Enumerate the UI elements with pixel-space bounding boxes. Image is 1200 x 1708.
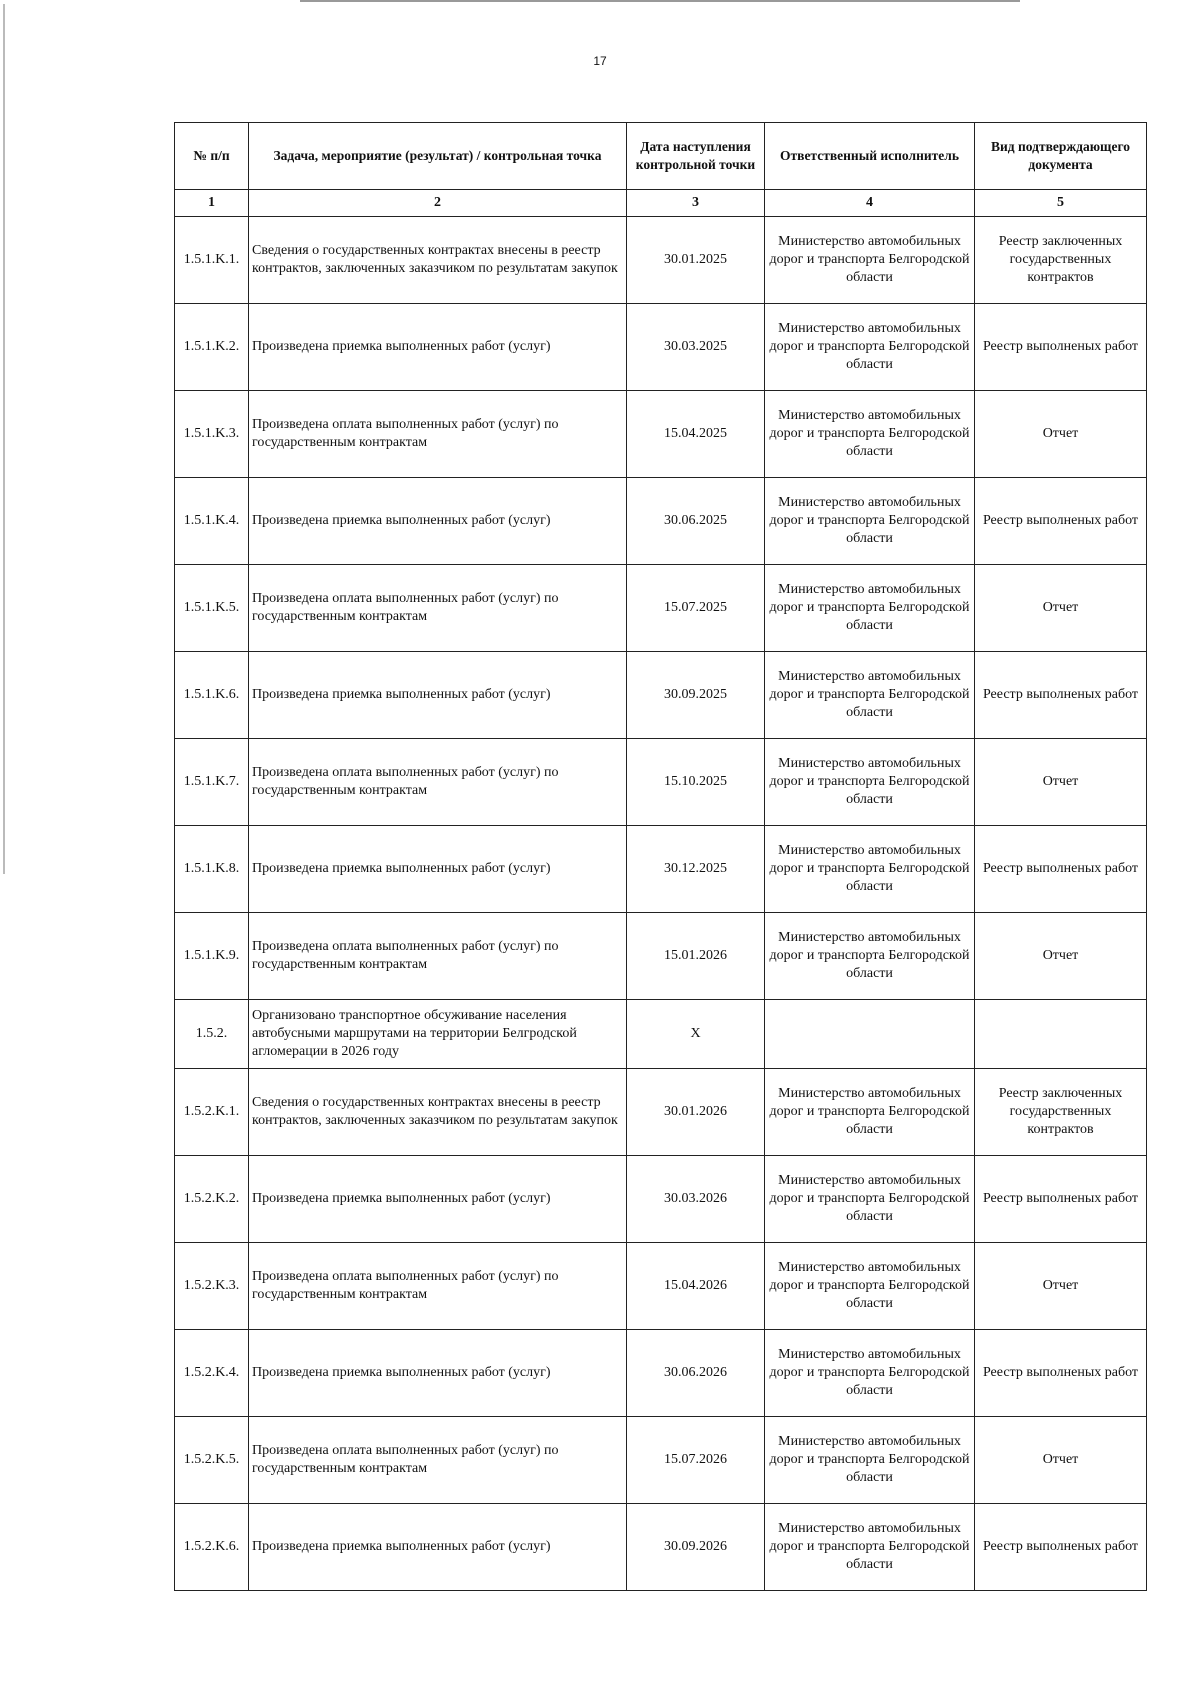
row-id: 1.5.1.K.3.	[175, 391, 249, 478]
row-executor: Министерство автомобильных дорог и транспорта Белгородской области	[765, 739, 975, 826]
header-date: Дата наступления контрольной точки	[627, 123, 765, 190]
row-document: Реестр выполненых работ	[975, 478, 1147, 565]
table-row	[175, 826, 1147, 913]
scan-left-edge	[3, 4, 5, 874]
table-row	[175, 739, 1147, 826]
column-number: 3	[627, 190, 765, 217]
row-executor: Министерство автомобильных дорог и транспорта Белгородской области	[765, 1156, 975, 1243]
row-date: 30.09.2025	[627, 652, 765, 739]
row-id: 1.5.2.K.4.	[175, 1330, 249, 1417]
row-id: 1.5.1.K.5.	[175, 565, 249, 652]
scan-top-line	[300, 0, 1020, 2]
row-task: Произведена оплата выполненных работ (услуг) по государственным контрактам	[249, 913, 627, 1000]
table-row	[175, 913, 1147, 1000]
table-body	[175, 217, 1147, 1591]
row-task: Произведена приемка выполненных работ (услуг)	[249, 1330, 627, 1417]
row-document: Отчет	[975, 739, 1147, 826]
row-task: Произведена приемка выполненных работ (услуг)	[249, 1504, 627, 1591]
column-number: 1	[175, 190, 249, 217]
row-date: 15.07.2025	[627, 565, 765, 652]
row-document: Реестр заключенных государственных контрактов	[975, 217, 1147, 304]
row-executor: Министерство автомобильных дорог и транспорта Белгородской области	[765, 1504, 975, 1591]
row-date: 30.01.2026	[627, 1069, 765, 1156]
row-task: Произведена оплата выполненных работ (услуг) по государственным контрактам	[249, 565, 627, 652]
row-task: Произведена приемка выполненных работ (услуг)	[249, 478, 627, 565]
header-row	[175, 123, 1147, 190]
row-date: 30.06.2026	[627, 1330, 765, 1417]
row-executor: Министерство автомобильных дорог и транспорта Белгородской области	[765, 217, 975, 304]
row-document: Реестр выполненых работ	[975, 652, 1147, 739]
row-document: Реестр выполненых работ	[975, 1504, 1147, 1591]
column-number-row	[175, 190, 1147, 217]
row-id: 1.5.1.K.4.	[175, 478, 249, 565]
row-executor: Министерство автомобильных дорог и транспорта Белгородской области	[765, 565, 975, 652]
control-points-table	[174, 122, 1147, 1591]
row-id: 1.5.1.K.6.	[175, 652, 249, 739]
row-date: 15.04.2025	[627, 391, 765, 478]
table-row	[175, 565, 1147, 652]
row-task: Произведена оплата выполненных работ (услуг) по государственным контрактам	[249, 391, 627, 478]
row-document: Реестр заключенных государственных контрактов	[975, 1069, 1147, 1156]
header-task: Задача, мероприятие (результат) / контрольная точка	[249, 123, 627, 190]
row-document: Отчет	[975, 1417, 1147, 1504]
row-id: 1.5.2.K.6.	[175, 1504, 249, 1591]
column-number: 5	[975, 190, 1147, 217]
header-document: Вид подтверждающего документа	[975, 123, 1147, 190]
row-document	[975, 1000, 1147, 1069]
table-row	[175, 1417, 1147, 1504]
row-executor: Министерство автомобильных дорог и транспорта Белгородской области	[765, 1417, 975, 1504]
row-date: 15.07.2026	[627, 1417, 765, 1504]
row-document: Реестр выполненых работ	[975, 1156, 1147, 1243]
row-document: Отчет	[975, 913, 1147, 1000]
row-date: 30.03.2026	[627, 1156, 765, 1243]
row-id: 1.5.1.K.1.	[175, 217, 249, 304]
row-id: 1.5.2.K.5.	[175, 1417, 249, 1504]
row-task: Сведения о государственных контрактах внесены в реестр контрактов, заключенных заказчиком по результатам закупок	[249, 217, 627, 304]
row-task: Произведена приемка выполненных работ (услуг)	[249, 304, 627, 391]
table-row	[175, 1069, 1147, 1156]
row-executor: Министерство автомобильных дорог и транспорта Белгородской области	[765, 913, 975, 1000]
row-date: 15.01.2026	[627, 913, 765, 1000]
table-row	[175, 217, 1147, 304]
table-row	[175, 1330, 1147, 1417]
row-date: 15.10.2025	[627, 739, 765, 826]
header-number: № п/п	[175, 123, 249, 190]
header-executor: Ответственный исполнитель	[765, 123, 975, 190]
row-document: Отчет	[975, 565, 1147, 652]
row-date: 30.01.2025	[627, 217, 765, 304]
table-row	[175, 478, 1147, 565]
table-row	[175, 1504, 1147, 1591]
row-date: 30.03.2025	[627, 304, 765, 391]
row-task: Организовано транспортное обсуживание населения автобусными маршрутами на территории Белгродской агломерации в 2026 году	[249, 1000, 627, 1069]
row-id: 1.5.2.	[175, 1000, 249, 1069]
row-executor: Министерство автомобильных дорог и транспорта Белгородской области	[765, 304, 975, 391]
table-row	[175, 1000, 1147, 1069]
row-date: 30.06.2025	[627, 478, 765, 565]
table-row	[175, 1243, 1147, 1330]
row-task: Произведена приемка выполненных работ (услуг)	[249, 1156, 627, 1243]
row-document: Реестр выполненых работ	[975, 304, 1147, 391]
row-task: Произведена приемка выполненных работ (услуг)	[249, 826, 627, 913]
row-document: Отчет	[975, 1243, 1147, 1330]
row-task: Произведена приемка выполненных работ (услуг)	[249, 652, 627, 739]
row-date: 30.12.2025	[627, 826, 765, 913]
row-executor: Министерство автомобильных дорог и транспорта Белгородской области	[765, 1069, 975, 1156]
row-date: 15.04.2026	[627, 1243, 765, 1330]
row-date: 30.09.2026	[627, 1504, 765, 1591]
row-id: 1.5.2.K.1.	[175, 1069, 249, 1156]
row-executor: Министерство автомобильных дорог и транспорта Белгородской области	[765, 1330, 975, 1417]
column-number: 2	[249, 190, 627, 217]
row-id: 1.5.2.K.2.	[175, 1156, 249, 1243]
row-task: Сведения о государственных контрактах внесены в реестр контрактов, заключенных заказчиком по результатам закупок	[249, 1069, 627, 1156]
row-id: 1.5.1.K.2.	[175, 304, 249, 391]
row-executor: Министерство автомобильных дорог и транспорта Белгородской области	[765, 652, 975, 739]
row-id: 1.5.1.K.9.	[175, 913, 249, 1000]
row-task: Произведена оплата выполненных работ (услуг) по государственным контрактам	[249, 1417, 627, 1504]
row-id: 1.5.1.K.7.	[175, 739, 249, 826]
column-number: 4	[765, 190, 975, 217]
row-task: Произведена оплата выполненных работ (услуг) по государственным контрактам	[249, 739, 627, 826]
row-date: X	[627, 1000, 765, 1069]
table-row	[175, 391, 1147, 478]
row-id: 1.5.1.K.8.	[175, 826, 249, 913]
row-executor: Министерство автомобильных дорог и транспорта Белгородской области	[765, 478, 975, 565]
row-document: Реестр выполненых работ	[975, 1330, 1147, 1417]
table-row	[175, 652, 1147, 739]
row-task: Произведена оплата выполненных работ (услуг) по государственным контрактам	[249, 1243, 627, 1330]
page-number: 17	[593, 54, 607, 68]
row-executor: Министерство автомобильных дорог и транспорта Белгородской области	[765, 826, 975, 913]
table-row	[175, 304, 1147, 391]
table-row	[175, 1156, 1147, 1243]
row-document: Отчет	[975, 391, 1147, 478]
row-id: 1.5.2.K.3.	[175, 1243, 249, 1330]
row-executor: Министерство автомобильных дорог и транспорта Белгородской области	[765, 391, 975, 478]
row-executor: Министерство автомобильных дорог и транспорта Белгородской области	[765, 1243, 975, 1330]
row-executor	[765, 1000, 975, 1069]
row-document: Реестр выполненых работ	[975, 826, 1147, 913]
